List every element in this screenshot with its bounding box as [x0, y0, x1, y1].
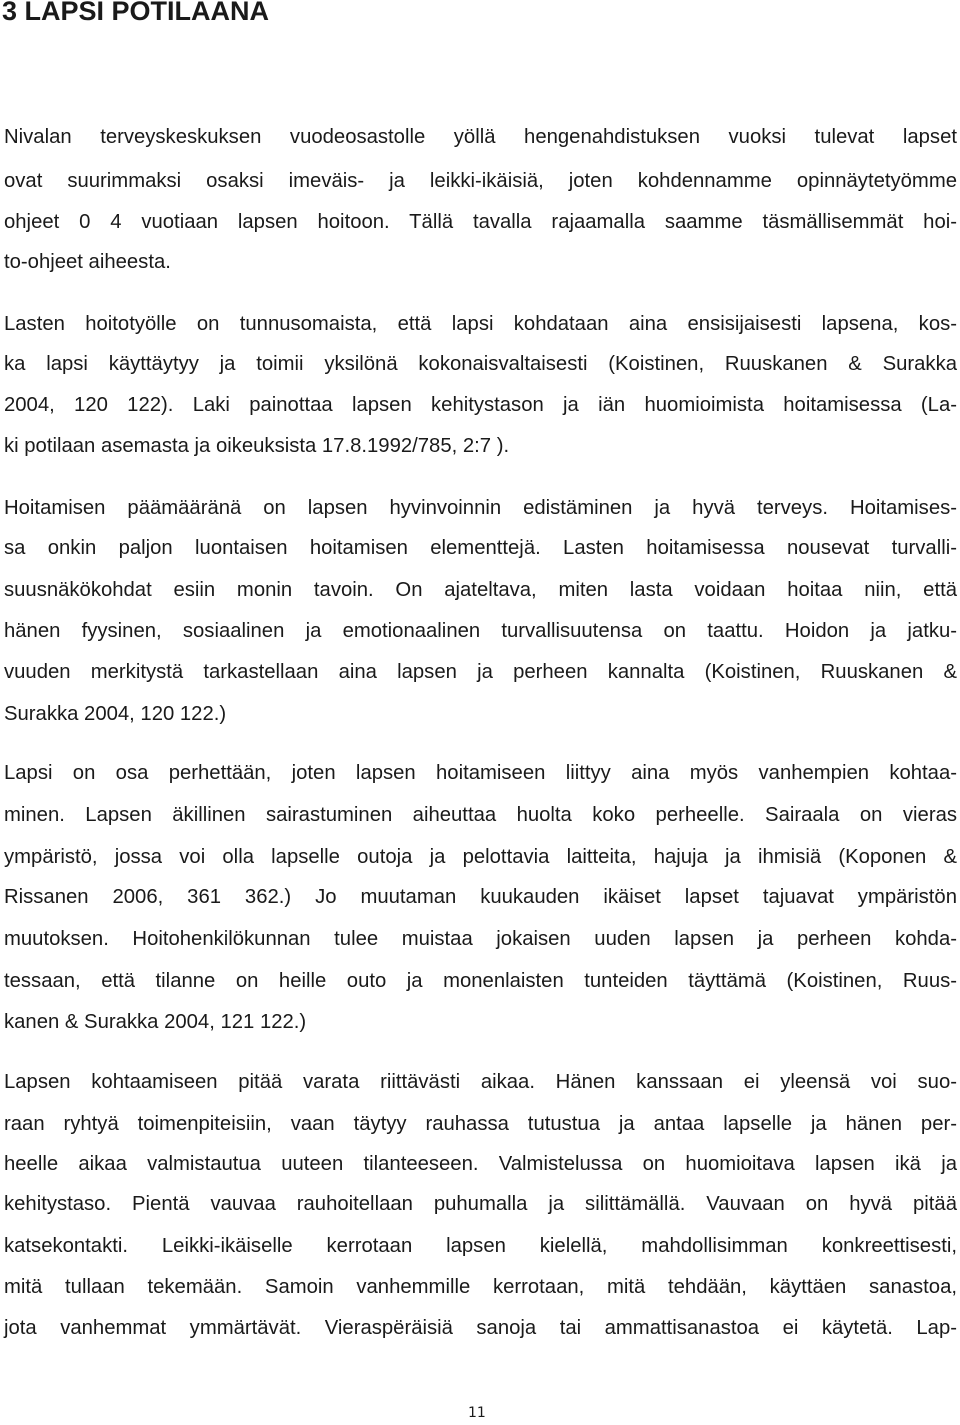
paragraph-line: ohjeet 0 4 vuotiaan lapsen hoitoon. Tällä tavalla rajaamalla saamme täsmällisemmät hoi- [4, 211, 957, 233]
paragraph-line: Surakka 2004, 120 122.) [4, 703, 227, 725]
paragraph-line: ki potilaan asemasta ja oikeuksista 17.8.1992/785, 2:7 ). [4, 435, 510, 457]
paragraph-line: hänen fyysinen, sosiaalinen ja emotionaalinen turvallisuutensa on taattu. Hoidon ja jatku- [4, 620, 957, 642]
paragraph-line: raan ryhtyä toimenpiteisiin, vaan täytyy rauhassa tutustua ja antaa lapselle ja hänen per- [4, 1113, 957, 1135]
paragraph-line: minen. Lapsen äkillinen sairastuminen aiheuttaa huolta koko perheelle. Sairaala on vieras [4, 804, 957, 826]
paragraph-line: kehitystaso. Pientä vauvaa rauhoitellaan puhumalla ja silittämällä. Vauvaan on hyvä pitää [4, 1193, 957, 1215]
paragraph-line: ovat suurimmaksi osaksi imeväis- ja leikki-ikäisiä, joten kohdennamme opinnäytetyömme [4, 170, 957, 192]
section-heading: 3 LAPSI POTILAANA [2, 0, 270, 26]
paragraph-line: vuuden merkitystä tarkastellaan aina lapsen ja perheen kannalta (Koistinen, Ruuskanen & [4, 661, 957, 683]
paragraph-line: Lapsen kohtaamiseen pitää varata riittävästi aikaa. Hänen kanssaan ei yleensä voi suo- [4, 1071, 957, 1093]
paragraph-line: suusnäkökohdat esiin monin tavoin. On ajateltava, miten lasta voidaan hoitaa niin, että [4, 579, 957, 601]
paragraph-line: heelle aikaa valmistautua uuteen tilanteeseen. Valmistelussa on huomioitava lapsen ikä ja [4, 1153, 957, 1175]
paragraph-line: to-ohjeet aiheesta. [4, 251, 171, 273]
paragraph-line: kanen & Surakka 2004, 121 122.) [4, 1011, 307, 1033]
paragraph-line: mitä tullaan tekemään. Samoin vanhemmille kerrotaan, mitä tehdään, käyttäen sanastoa, [4, 1276, 957, 1298]
paragraph-line: Lasten hoitotyölle on tunnusomaista, että lapsi kohdataan aina ensisijaisesti lapsena, kos- [4, 313, 957, 335]
paragraph-line: katsekontakti. Leikki-ikäiselle kerrotaan lapsen kielellä, mahdollisimman konkreettisesti, [4, 1235, 957, 1257]
paragraph-line: Hoitamisen päämääränä on lapsen hyvinvoinnin edistäminen ja hyvä terveys. Hoitamises- [4, 497, 957, 519]
paragraph-line: sa onkin paljon luontaisen hoitamisen elementtejä. Lasten hoitamisessa nousevat turvalli- [4, 537, 957, 559]
paragraph-line: tessaan, että tilanne on heille outo ja monenlaisten tunteiden täyttämä (Koistinen, Ruus- [4, 970, 957, 992]
paragraph-line: ka lapsi käyttäytyy ja toimii yksilönä kokonaisvaltaisesti (Koistinen, Ruuskanen & Surakka [4, 353, 957, 375]
paragraph-line: jota vanhemmat ymmärtävät. Vieraspëräisiä sanoja tai ammattisanastoa ei käytetä. Lap- [4, 1317, 957, 1339]
paragraph-line: Nivalan terveyskeskuksen vuodeosastolle yöllä hengenahdistuksen vuoksi tulevat lapset [4, 126, 957, 148]
paragraph-line: ympäristö, jossa voi olla lapselle outoja ja pelottavia laitteita, hajuja ja ihmisiä (Koponen & [4, 846, 957, 868]
page-number: 11 [468, 1405, 486, 1421]
paragraph-line: muutoksen. Hoitohenkilökunnan tulee muistaa jokaisen uuden lapsen ja perheen kohda- [4, 928, 957, 950]
paragraph-line: 2004, 120 122). Laki painottaa lapsen kehitystason ja iän huomioimista hoitamisessa (La- [4, 394, 957, 416]
paragraph-line: Rissanen 2006, 361 362.) Jo muutaman kuukauden ikäiset lapset tajuavat ympäristön [4, 886, 957, 908]
paragraph-line: Lapsi on osa perhettään, joten lapsen hoitamiseen liittyy aina myös vanhempien kohtaa- [4, 762, 957, 784]
